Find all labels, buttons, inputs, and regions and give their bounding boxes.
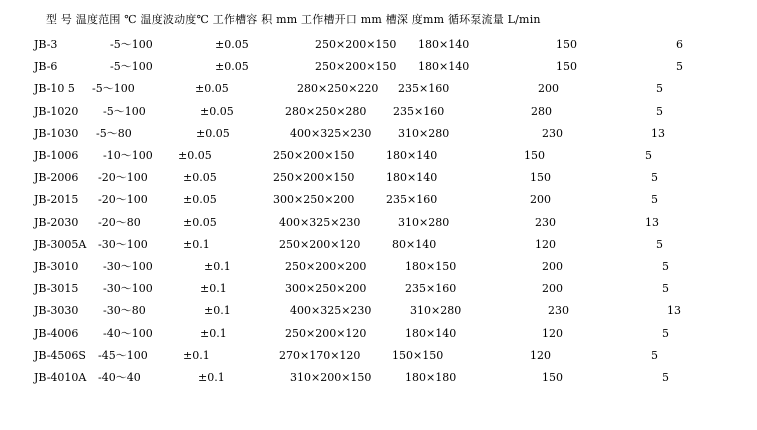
temp-range-cell: -30～100 <box>103 282 153 295</box>
flow-cell: 5 <box>651 193 658 206</box>
depth-cell: 150 <box>542 371 563 384</box>
table-row <box>0 148 757 164</box>
volume-cell: 280×250×280 <box>285 105 367 118</box>
table-row <box>0 215 757 231</box>
table-row <box>0 348 757 364</box>
fluctuation-cell: ±0.05 <box>183 171 217 184</box>
depth-cell: 230 <box>542 127 563 140</box>
fluctuation-cell: ±0.05 <box>200 105 234 118</box>
fluctuation-cell: ±0.05 <box>183 193 217 206</box>
fluctuation-cell: ±0.05 <box>196 127 230 140</box>
model-cell: JB-10 5 <box>34 82 75 95</box>
temp-range-cell: -20～100 <box>98 193 148 206</box>
volume-cell: 250×200×150 <box>315 38 397 51</box>
flow-cell: 13 <box>667 304 681 317</box>
volume-cell: 300×250×200 <box>285 282 367 295</box>
volume-cell: 250×200×150 <box>273 171 355 184</box>
table-row <box>0 259 757 275</box>
model-cell: JB-3030 <box>34 304 79 317</box>
temp-range-cell: -5～80 <box>96 127 132 140</box>
depth-cell: 230 <box>548 304 569 317</box>
table-row <box>0 59 757 75</box>
temp-range-cell: -30～80 <box>103 304 146 317</box>
volume-cell: 250×200×150 <box>273 149 355 162</box>
flow-cell: 5 <box>651 171 658 184</box>
temp-range-cell: -30～100 <box>98 238 148 251</box>
depth-cell: 280 <box>531 105 552 118</box>
depth-cell: 230 <box>535 216 556 229</box>
fluctuation-cell: ±0.1 <box>200 327 227 340</box>
table-row <box>0 170 757 186</box>
model-cell: JB-4006 <box>34 327 79 340</box>
opening-cell: 235×160 <box>405 282 457 295</box>
model-cell: JB-3015 <box>34 282 79 295</box>
model-cell: JB-1020 <box>34 105 79 118</box>
temp-range-cell: -5～100 <box>92 82 135 95</box>
temp-range-cell: -45～100 <box>98 349 148 362</box>
table-row <box>0 126 757 142</box>
opening-cell: 310×280 <box>398 216 450 229</box>
table-row <box>0 303 757 319</box>
volume-cell: 400×325×230 <box>290 127 372 140</box>
temp-range-cell: -20～80 <box>98 216 141 229</box>
flow-cell: 5 <box>645 149 652 162</box>
fluctuation-cell: ±0.1 <box>204 304 231 317</box>
table-header: 型 号 温度范围 ℃ 温度波动度℃ 工作槽容 积 mm 工作槽开口 mm 槽深 度mm 循环泵流量 L/min <box>46 13 541 26</box>
temp-range-cell: -40～40 <box>98 371 141 384</box>
table-row <box>0 104 757 120</box>
flow-cell: 5 <box>656 238 663 251</box>
fluctuation-cell: ±0.1 <box>198 371 225 384</box>
volume-cell: 250×200×150 <box>315 60 397 73</box>
depth-cell: 150 <box>530 171 551 184</box>
temp-range-cell: -5～100 <box>110 60 153 73</box>
volume-cell: 250×200×120 <box>285 327 367 340</box>
temp-range-cell: -40～100 <box>103 327 153 340</box>
fluctuation-cell: ±0.05 <box>178 149 212 162</box>
model-cell: JB-4506S <box>34 349 86 362</box>
opening-cell: 80×140 <box>392 238 437 251</box>
flow-cell: 13 <box>651 127 665 140</box>
opening-cell: 235×160 <box>398 82 450 95</box>
model-cell: JB-1030 <box>34 127 79 140</box>
fluctuation-cell: ±0.1 <box>183 238 210 251</box>
model-cell: JB-4010A <box>34 371 87 384</box>
table-row <box>0 81 757 97</box>
flow-cell: 5 <box>651 349 658 362</box>
table-row <box>0 237 757 253</box>
depth-cell: 150 <box>524 149 545 162</box>
volume-cell: 300×250×200 <box>273 193 355 206</box>
opening-cell: 235×160 <box>386 193 438 206</box>
volume-cell: 310×200×150 <box>290 371 372 384</box>
opening-cell: 180×140 <box>418 38 470 51</box>
table-row <box>0 281 757 297</box>
model-cell: JB-2030 <box>34 216 79 229</box>
flow-cell: 6 <box>676 38 683 51</box>
fluctuation-cell: ±0.05 <box>215 38 249 51</box>
volume-cell: 270×170×120 <box>279 349 361 362</box>
opening-cell: 180×150 <box>405 260 457 273</box>
fluctuation-cell: ±0.05 <box>215 60 249 73</box>
temp-range-cell: -20～100 <box>98 171 148 184</box>
depth-cell: 150 <box>556 60 577 73</box>
model-cell: JB-3010 <box>34 260 79 273</box>
model-cell: JB-3005A <box>34 238 87 251</box>
model-cell: JB-1006 <box>34 149 79 162</box>
opening-cell: 310×280 <box>398 127 450 140</box>
table-row <box>0 326 757 342</box>
opening-cell: 180×180 <box>405 371 457 384</box>
volume-cell: 250×200×120 <box>279 238 361 251</box>
depth-cell: 150 <box>556 38 577 51</box>
table-row <box>0 192 757 208</box>
flow-cell: 5 <box>662 371 669 384</box>
flow-cell: 5 <box>662 327 669 340</box>
volume-cell: 400×325×230 <box>279 216 361 229</box>
volume-cell: 250×200×200 <box>285 260 367 273</box>
fluctuation-cell: ±0.1 <box>200 282 227 295</box>
opening-cell: 235×160 <box>393 105 445 118</box>
flow-cell: 13 <box>645 216 659 229</box>
opening-cell: 180×140 <box>405 327 457 340</box>
opening-cell: 310×280 <box>410 304 462 317</box>
temp-range-cell: -5～100 <box>103 105 146 118</box>
table-row <box>0 370 757 386</box>
flow-cell: 5 <box>656 105 663 118</box>
depth-cell: 200 <box>530 193 551 206</box>
flow-cell: 5 <box>676 60 683 73</box>
depth-cell: 200 <box>538 82 559 95</box>
fluctuation-cell: ±0.05 <box>195 82 229 95</box>
volume-cell: 280×250×220 <box>297 82 379 95</box>
volume-cell: 400×325×230 <box>290 304 372 317</box>
flow-cell: 5 <box>662 260 669 273</box>
fluctuation-cell: ±0.05 <box>183 216 217 229</box>
model-cell: JB-6 <box>34 60 58 73</box>
model-cell: JB-2015 <box>34 193 79 206</box>
opening-cell: 150×150 <box>392 349 444 362</box>
depth-cell: 200 <box>542 282 563 295</box>
depth-cell: 120 <box>542 327 563 340</box>
fluctuation-cell: ±0.1 <box>183 349 210 362</box>
depth-cell: 200 <box>542 260 563 273</box>
model-cell: JB-3 <box>34 38 58 51</box>
flow-cell: 5 <box>656 82 663 95</box>
depth-cell: 120 <box>530 349 551 362</box>
opening-cell: 180×140 <box>386 171 438 184</box>
fluctuation-cell: ±0.1 <box>204 260 231 273</box>
model-cell: JB-2006 <box>34 171 79 184</box>
opening-cell: 180×140 <box>386 149 438 162</box>
table-row <box>0 37 757 53</box>
temp-range-cell: -10～100 <box>103 149 153 162</box>
depth-cell: 120 <box>535 238 556 251</box>
flow-cell: 5 <box>662 282 669 295</box>
temp-range-cell: -5～100 <box>110 38 153 51</box>
opening-cell: 180×140 <box>418 60 470 73</box>
temp-range-cell: -30～100 <box>103 260 153 273</box>
